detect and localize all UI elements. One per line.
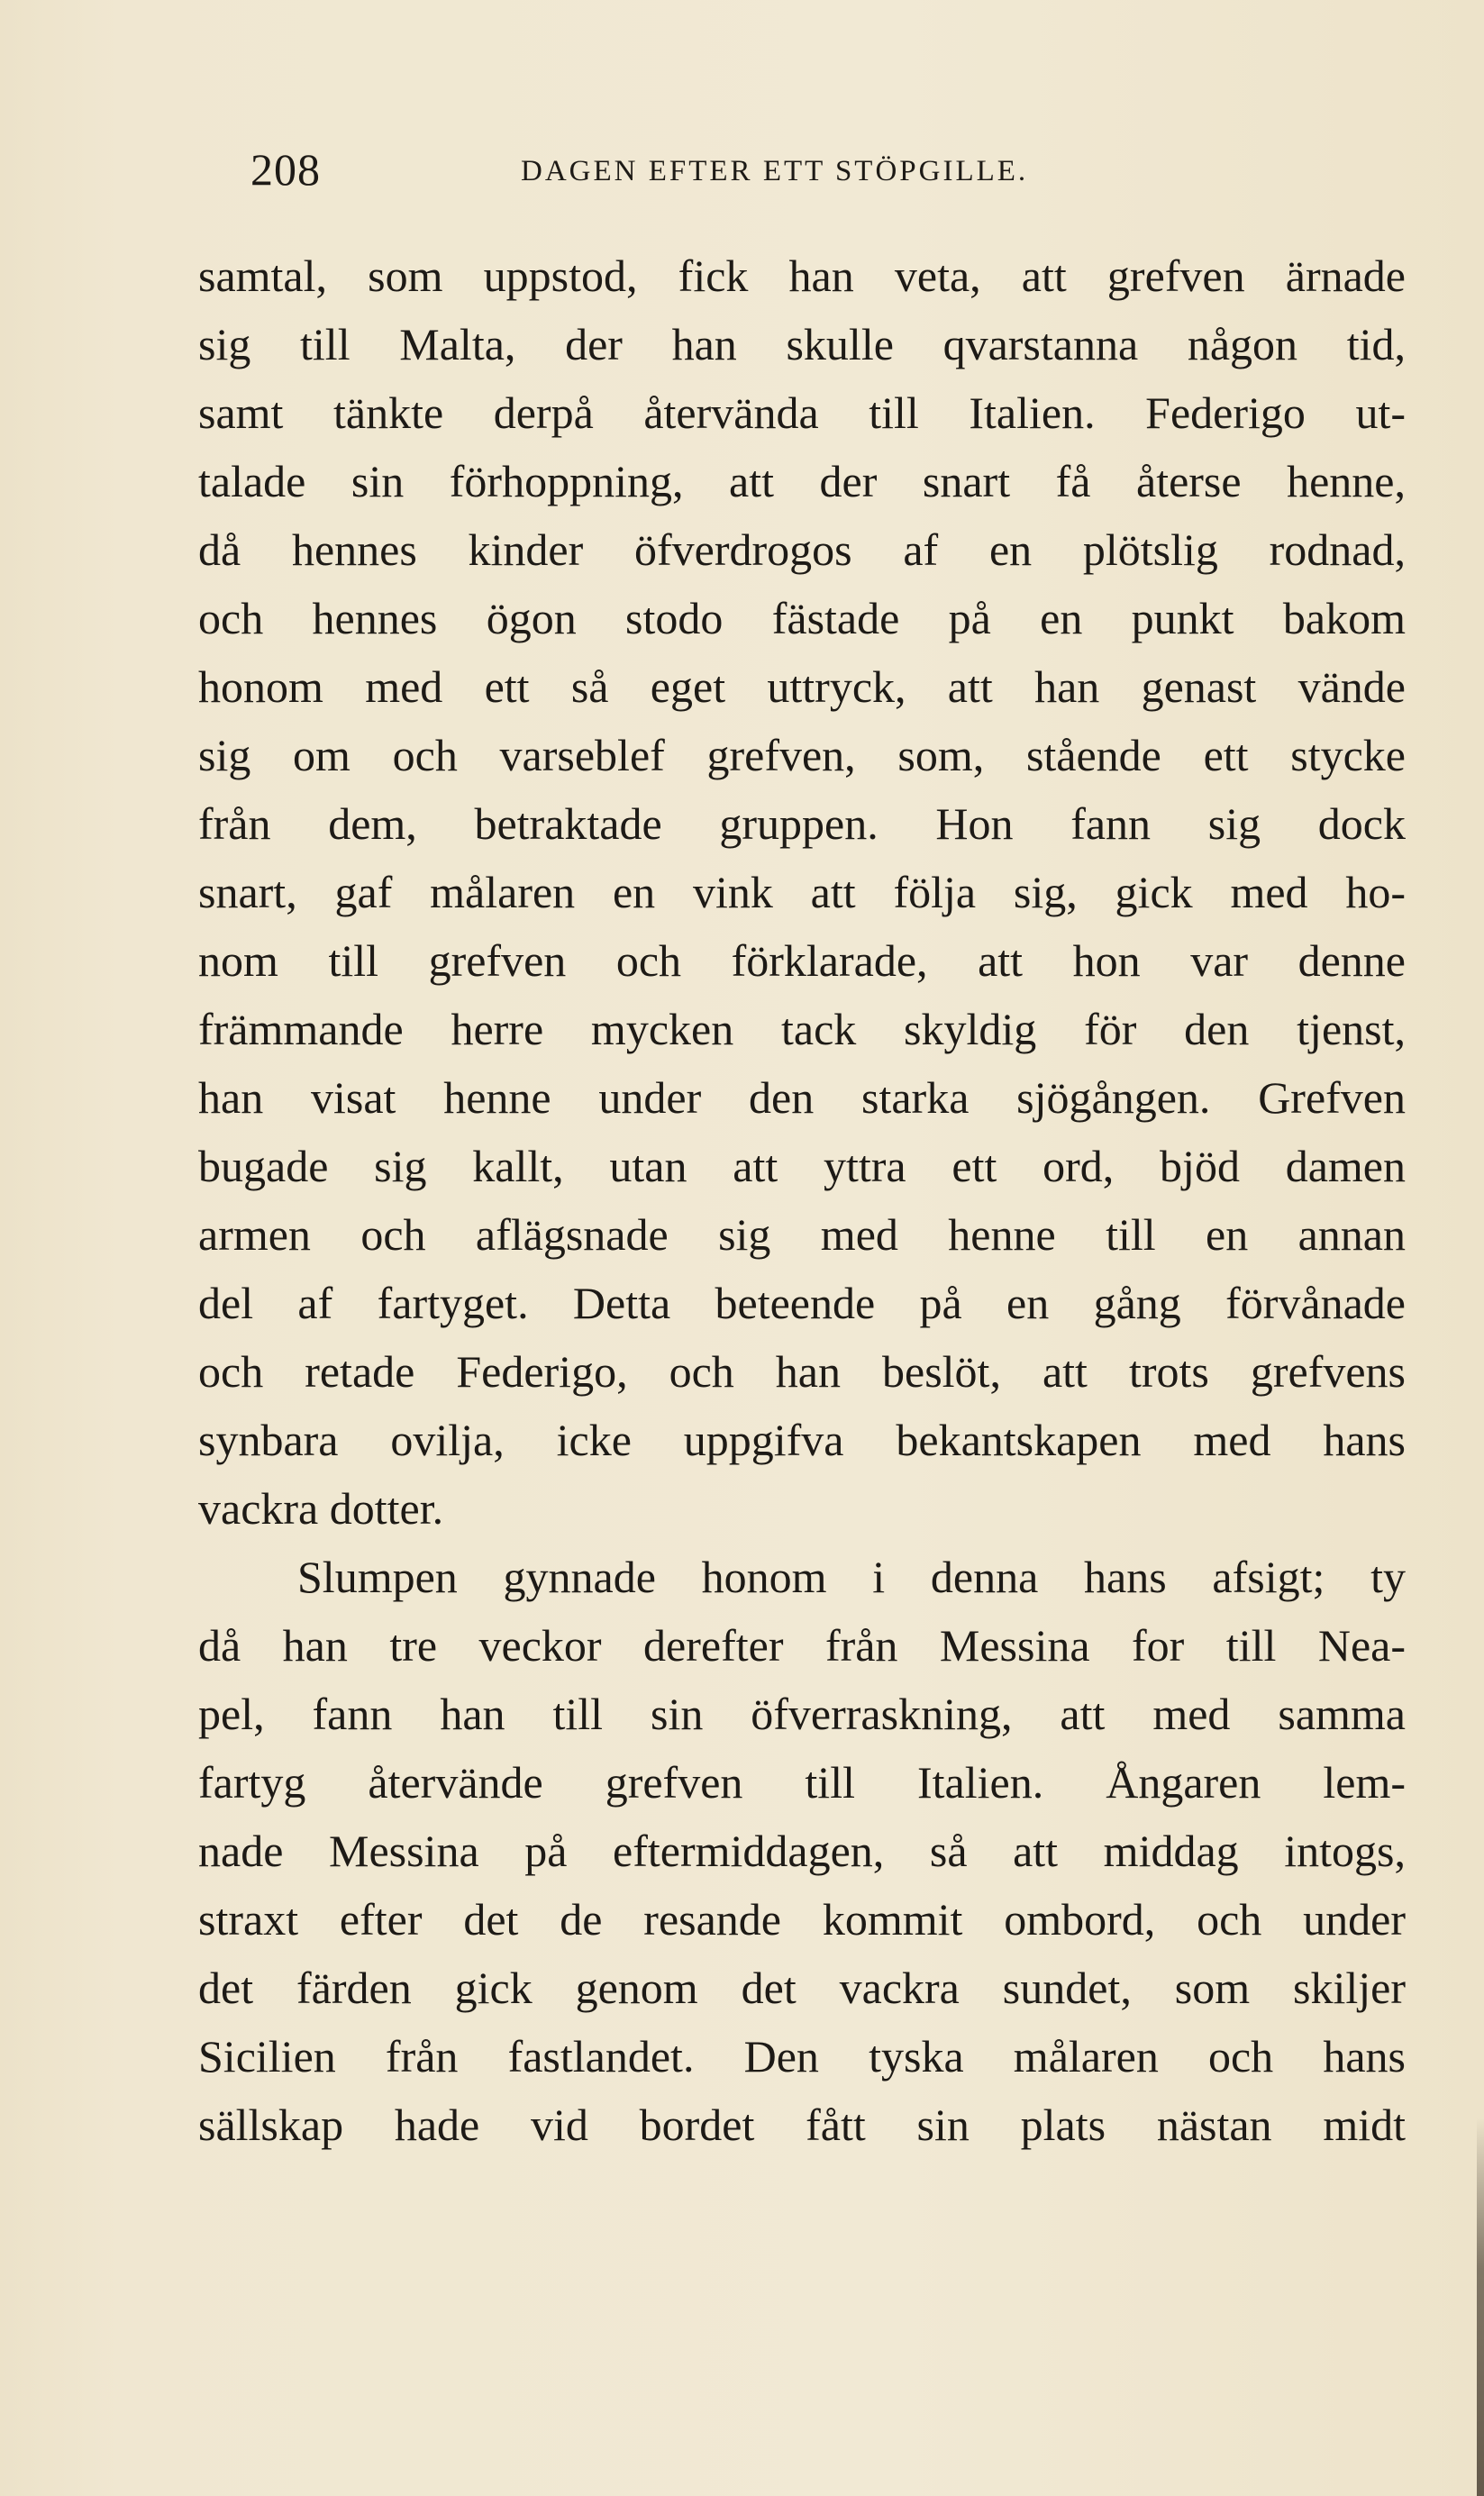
text-line: nom till grefven och förklarade, att hon var denne	[198, 935, 1406, 986]
page-edge-shadow	[1477, 2118, 1484, 2496]
text-line: det färden gick genom det vackra sundet, som skiljer	[198, 1963, 1406, 2013]
text-line: snart, gaf målaren en vink att följa sig, gick med ho-	[198, 867, 1406, 917]
body-text	[198, 241, 1406, 2159]
page-number: 208	[250, 144, 321, 195]
text-line: Sicilien från fastlandet. Den tyska målaren och hans	[198, 2031, 1406, 2082]
text-line: han visat henne under den starka sjögången. Grefven	[198, 1072, 1406, 1123]
text-line: straxt efter det de resande kommit ombord, och under	[198, 1894, 1406, 1945]
text-line: armen och aflägsnade sig med henne till en annan	[198, 1209, 1406, 1260]
text-line: samtal, som uppstod, fick han veta, att grefven ärnade	[198, 251, 1406, 301]
text-line: bugade sig kallt, utan att yttra ett ord, bjöd damen	[198, 1141, 1406, 1191]
text-line: fartyg återvände grefven till Italien. Ångaren lem-	[198, 1757, 1406, 1808]
page-header	[198, 142, 1406, 196]
text-line: från dem, betraktade gruppen. Hon fann sig dock	[198, 798, 1406, 849]
paragraph-start-line: Slumpen gynnade honom i denna hans afsigt; ty	[297, 1552, 1406, 1602]
text-line: pel, fann han till sin öfverraskning, att med samma	[198, 1689, 1406, 1739]
running-head: DAGEN EFTER ETT STÖPGILLE.	[521, 155, 1029, 187]
text-line: och retade Federigo, och han beslöt, att trots grefvens	[198, 1346, 1406, 1397]
text-line: synbara ovilja, icke uppgifva bekantskapen med hans	[198, 1415, 1406, 1465]
text-line: samt tänkte derpå återvända till Italien. Federigo ut-	[198, 387, 1406, 438]
text-line: sig om och varseblef grefven, som, stående ett stycke	[198, 730, 1406, 780]
text-line: honom med ett så eget uttryck, att han genast vände	[198, 661, 1406, 712]
text-line: och hennes ögon stodo fästade på en punkt bakom	[198, 593, 1406, 643]
text-line: då han tre veckor derefter från Messina for till Nea-	[198, 1620, 1406, 1671]
text-line: främmande herre mycken tack skyldig för den tjenst,	[198, 1004, 1406, 1054]
paragraph-end-line: vackra dotter.	[198, 1483, 444, 1534]
text-line: talade sin förhoppning, att der snart få återse henne,	[198, 456, 1406, 506]
text-line: nade Messina på eftermiddagen, så att middag intogs,	[198, 1826, 1406, 1876]
text-line: del af fartyget. Detta beteende på en gång förvånade	[198, 1278, 1406, 1328]
text-line: sig till Malta, der han skulle qvarstanna någon tid,	[198, 319, 1406, 369]
text-line: sällskap hade vid bordet fått sin plats nästan midt	[198, 2100, 1406, 2150]
text-line: då hennes kinder öfverdrogos af en plötslig rodnad,	[198, 524, 1406, 575]
